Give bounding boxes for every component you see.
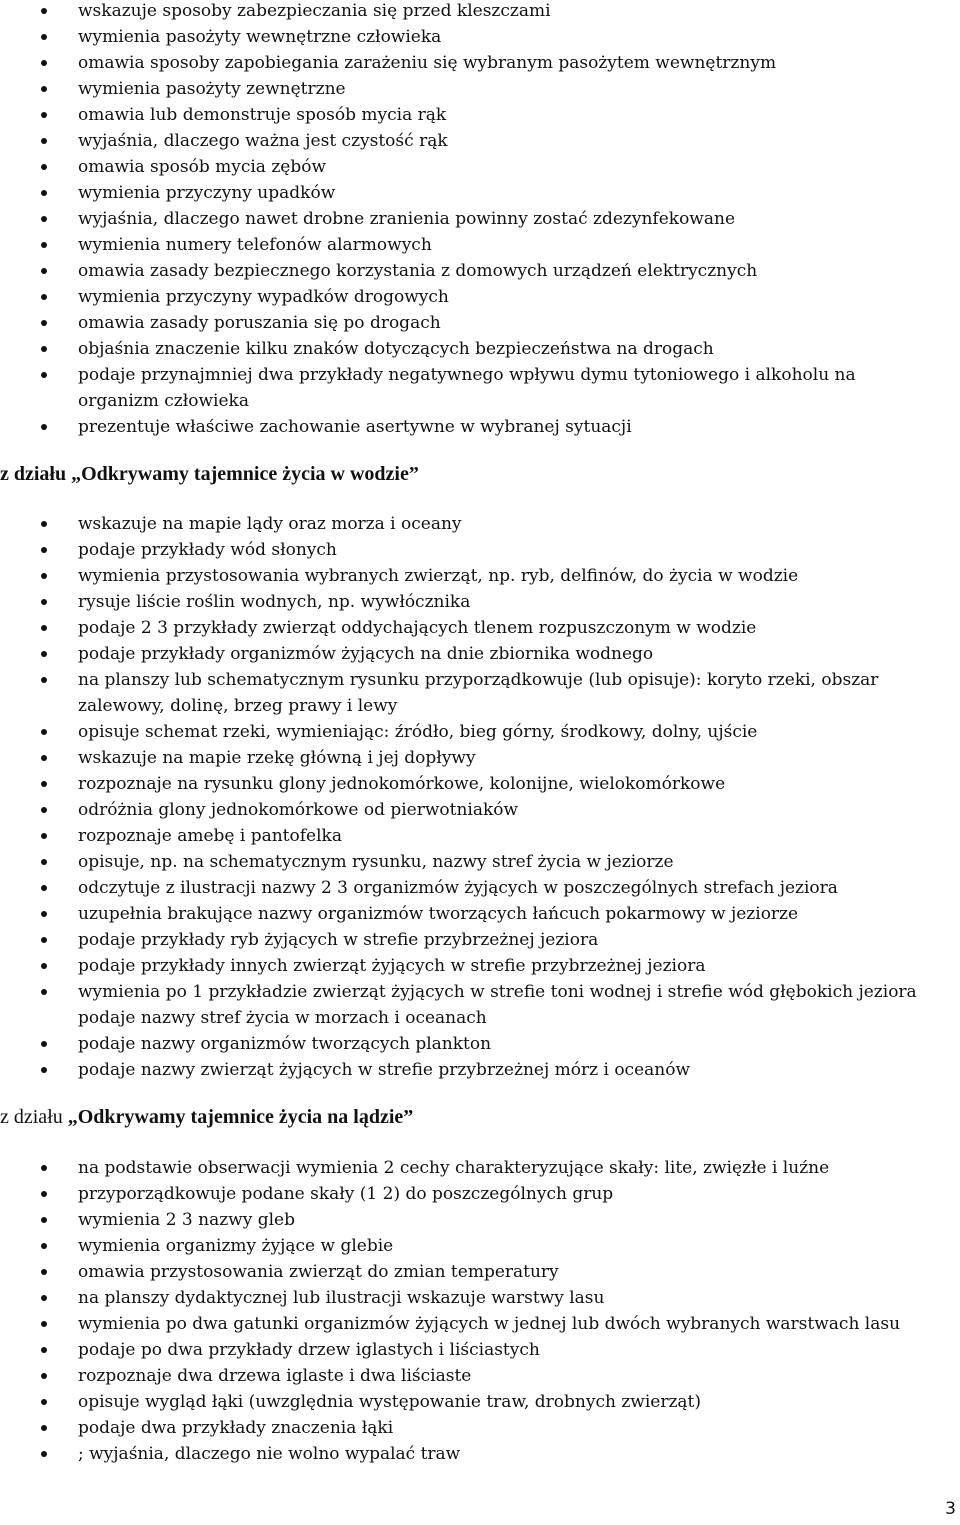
list-item (0, 362, 960, 414)
bullet-icon (41, 911, 47, 917)
bullet-icon (41, 599, 47, 605)
list-item-text: prezentuje właściwe zachowanie asertywne w wybranej sytuacji (78, 417, 632, 437)
list-item (0, 24, 960, 50)
list-item-text: na planszy dydaktycznej lub ilustracji wskazuje warstwy lasu (78, 1288, 605, 1308)
bullet-icon (41, 625, 47, 631)
list-item (0, 875, 960, 901)
bullet-icon (41, 86, 47, 92)
bullet-icon (41, 859, 47, 865)
bullet-icon (41, 833, 47, 839)
list-item-text: wymienia po dwa gatunki organizmów żyjących w jednej lub dwóch wybranych warstwach lasu (78, 1314, 901, 1334)
bullet-icon (41, 989, 47, 995)
bullet-icon (41, 138, 47, 144)
list-item-text: omawia zasady poruszania się po drogach (78, 313, 441, 333)
bullet-icon (41, 677, 47, 683)
list-item (0, 511, 960, 537)
list-item (0, 1031, 960, 1057)
list-item-text: rozpoznaje na rysunku glony jednokomórkowe, kolonijne, wielokomórkowe (78, 774, 726, 794)
list-item-text: uzupełnia brakujące nazwy organizmów tworzących łańcuch pokarmowy w jeziorze (78, 904, 799, 924)
list-item-text: rozpoznaje amebę i pantofelka (78, 826, 342, 846)
list-item-text: na planszy lub schematycznym rysunku przyporządkowuje (lub opisuje): koryto rzeki, obszar zalewowy, dolinę, brzeg prawy i lewy (78, 670, 879, 716)
section-heading-prefix: z działu (0, 463, 72, 485)
list-item (0, 1311, 960, 1337)
objectives-list-2 (0, 511, 960, 1083)
list-item-text: podaje przykłady ryb żyjących w strefie przybrzeżnej jeziora (78, 930, 599, 950)
list-item (0, 641, 960, 667)
list-item (0, 1057, 960, 1083)
bullet-icon (41, 164, 47, 170)
list-item (0, 50, 960, 76)
list-item (0, 1441, 960, 1467)
bullet-icon (41, 424, 47, 430)
list-item (0, 589, 960, 615)
list-item-text: opisuje schemat rzeki, wymieniając: źródło, bieg górny, środkowy, dolny, ujście (78, 722, 758, 742)
list-item-text: opisuje, np. na schematycznym rysunku, nazwy stref życia w jeziorze (78, 852, 674, 872)
list-item-text: podaje 2 3 przykłady zwierząt oddychających tlenem rozpuszczonym w wodzie (78, 618, 757, 638)
list-item-text: na podstawie obserwacji wymienia 2 cechy charakteryzujące skały: lite, zwięzłe i luźne (78, 1158, 830, 1178)
list-item (0, 1155, 960, 1181)
list-item (0, 1285, 960, 1311)
list-item (0, 927, 960, 953)
list-item (0, 615, 960, 641)
list-item-text: odczytuje z ilustracji nazwy 2 3 organizmów żyjących w poszczególnych strefach jeziora (78, 878, 838, 898)
list-item-text: wyjaśnia, dlaczego nawet drobne zranienia powinny zostać zdezynfekowane (78, 209, 735, 229)
list-item-text: wymienia organizmy żyjące w glebie (78, 1236, 394, 1256)
list-item-text: wymienia przyczyny upadków (78, 183, 336, 203)
list-item-text: podaje po dwa przykłady drzew iglastych i liściastych (78, 1340, 540, 1360)
list-item (0, 1363, 960, 1389)
bullet-icon (41, 937, 47, 943)
bullet-icon (41, 755, 47, 761)
list-item (0, 102, 960, 128)
list-item-text: ; wyjaśnia, dlaczego nie wolno wypalać traw (78, 1444, 461, 1464)
bullet-icon (41, 1165, 47, 1171)
list-item (0, 310, 960, 336)
objectives-list-3 (0, 1155, 960, 1467)
list-item-text: omawia lub demonstruje sposób mycia rąk (78, 105, 447, 125)
list-item (0, 76, 960, 102)
list-item (0, 849, 960, 875)
list-item-text: wymienia przystosowania wybranych zwierząt, np. ryb, delfinów, do życia w wodzie (78, 566, 799, 586)
bullet-icon (41, 242, 47, 248)
list-item (0, 154, 960, 180)
list-item (0, 797, 960, 823)
list-item-text: wymienia po 1 przykładzie zwierząt żyjących w strefie toni wodnej i strefie wód głębokich jeziora podaje nazwy stref życia w morzach i oceanach (78, 982, 917, 1028)
list-item (0, 537, 960, 563)
list-item (0, 771, 960, 797)
list-item-text: rysuje liście roślin wodnych, np. wywłócznika (78, 592, 471, 612)
list-item-text: odróżnia glony jednokomórkowe od pierwotniaków (78, 800, 519, 820)
section-heading-water (0, 461, 419, 487)
list-item (0, 823, 960, 849)
list-item (0, 232, 960, 258)
bullet-icon (41, 1191, 47, 1197)
list-item (0, 336, 960, 362)
list-item (0, 414, 960, 440)
list-item (0, 1337, 960, 1363)
list-item (0, 1415, 960, 1441)
bullet-icon (41, 547, 47, 553)
bullet-icon (41, 1321, 47, 1327)
list-item-text: omawia przystosowania zwierząt do zmian temperatury (78, 1262, 559, 1282)
section-heading-title: „Odkrywamy tajemnice życia w wodzie” (71, 463, 419, 485)
objectives-list-1 (0, 0, 960, 440)
bullet-icon (41, 1041, 47, 1047)
bullet-icon (41, 268, 47, 274)
list-item-text: wskazuje na mapie rzekę główną i jej dopływy (78, 748, 476, 768)
list-item (0, 0, 960, 24)
list-item-text: podaje dwa przykłady znaczenia łąki (78, 1418, 394, 1438)
list-item (0, 180, 960, 206)
list-item-text: omawia zasady bezpiecznego korzystania z domowych urządzeń elektrycznych (78, 261, 758, 281)
list-item-text: opisuje wygląd łąki (uwzględnia występowanie traw, drobnych zwierząt) (78, 1392, 702, 1412)
bullet-icon (41, 651, 47, 657)
list-item (0, 258, 960, 284)
section-heading-land (0, 1104, 413, 1130)
bullet-icon (41, 885, 47, 891)
bullet-icon (41, 781, 47, 787)
list-item (0, 979, 960, 1031)
bullet-icon (41, 1373, 47, 1379)
list-item-text: podaje przykłady wód słonych (78, 540, 337, 560)
bullet-icon (41, 190, 47, 196)
list-item (0, 284, 960, 310)
bullet-icon (41, 346, 47, 352)
list-item-text: wymienia 2 3 nazwy gleb (78, 1210, 295, 1230)
bullet-icon (41, 1067, 47, 1073)
list-item (0, 667, 960, 719)
bullet-icon (41, 963, 47, 969)
list-item-text: omawia sposoby zapobiegania zarażeniu się wybranym pasożytem wewnętrznym (78, 53, 777, 73)
bullet-icon (41, 1425, 47, 1431)
list-item-text: omawia sposób mycia zębów (78, 157, 327, 177)
bullet-icon (41, 294, 47, 300)
list-item-text: wymienia numery telefonów alarmowych (78, 235, 432, 255)
list-item (0, 953, 960, 979)
bullet-icon (41, 372, 47, 378)
bullet-icon (41, 34, 47, 40)
list-item (0, 563, 960, 589)
list-item-text: podaje przykłady innych zwierząt żyjących w strefie przybrzeżnej jeziora (78, 956, 706, 976)
bullet-icon (41, 729, 47, 735)
list-item (0, 206, 960, 232)
bullet-icon (41, 1269, 47, 1275)
list-item (0, 719, 960, 745)
bullet-icon (41, 1295, 47, 1301)
list-item (0, 1259, 960, 1285)
bullet-icon (41, 1399, 47, 1405)
list-item (0, 1181, 960, 1207)
list-item-text: wymienia przyczyny wypadków drogowych (78, 287, 449, 307)
list-item (0, 1207, 960, 1233)
bullet-icon (41, 8, 47, 14)
section-heading-title: „Odkrywamy tajemnice życia na lądzie” (67, 1106, 414, 1128)
page-number: 3 (945, 1499, 956, 1519)
list-item-text: przyporządkowuje podane skały (1 2) do poszczególnych grup (78, 1184, 614, 1204)
list-item-text: podaje przynajmniej dwa przykłady negatywnego wpływu dymu tytoniowego i alkoholu na organizm człowieka (78, 365, 856, 411)
list-item-text: podaje nazwy zwierząt żyjących w strefie przybrzeżnej mórz i oceanów (78, 1060, 690, 1080)
bullet-icon (41, 807, 47, 813)
bullet-icon (41, 1451, 47, 1457)
bullet-icon (41, 1243, 47, 1249)
list-item (0, 1233, 960, 1259)
section-heading-prefix: z działu (0, 1106, 68, 1128)
bullet-icon (41, 1217, 47, 1223)
bullet-icon (41, 60, 47, 66)
list-item (0, 1389, 960, 1415)
list-item-text: rozpoznaje dwa drzewa iglaste i dwa liściaste (78, 1366, 472, 1386)
bullet-icon (41, 112, 47, 118)
bullet-icon (41, 216, 47, 222)
list-item-text: wyjaśnia, dlaczego ważna jest czystość rąk (78, 131, 448, 151)
list-item-text: podaje przykłady organizmów żyjących na dnie zbiornika wodnego (78, 644, 654, 664)
list-item-text: objaśnia znaczenie kilku znaków dotyczących bezpieczeństwa na drogach (78, 339, 714, 359)
bullet-icon (41, 320, 47, 326)
list-item-text: wymienia pasożyty wewnętrzne człowieka (78, 27, 442, 47)
bullet-icon (41, 1347, 47, 1353)
list-item-text: wymienia pasożyty zewnętrzne (78, 79, 346, 99)
list-item (0, 128, 960, 154)
bullet-icon (41, 573, 47, 579)
list-item-text: podaje nazwy organizmów tworzących plankton (78, 1034, 492, 1054)
bullet-icon (41, 521, 47, 527)
list-item-text: wskazuje sposoby zabezpieczania się przed kleszczami (78, 1, 551, 21)
list-item (0, 901, 960, 927)
list-item (0, 745, 960, 771)
list-item-text: wskazuje na mapie lądy oraz morza i oceany (78, 514, 462, 534)
